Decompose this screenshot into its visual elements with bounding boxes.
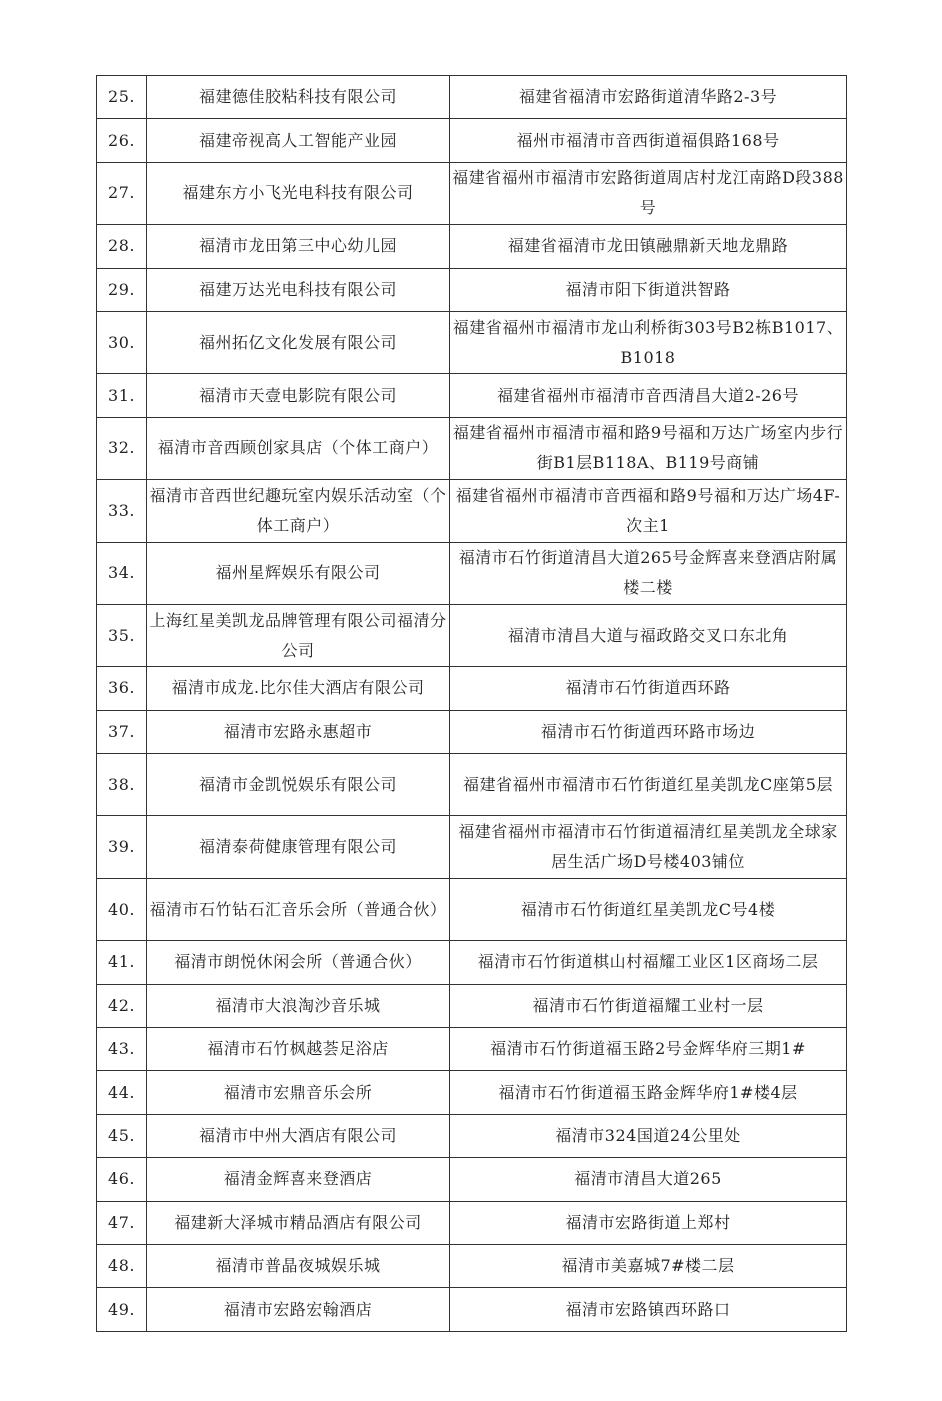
table-row bbox=[97, 76, 847, 119]
company-name: 福清市石竹钻石汇音乐会所（普通合伙） bbox=[147, 878, 450, 940]
company-address: 福建省福州市福清市宏路街道周店村龙江南路D段388号 bbox=[450, 162, 847, 224]
company-address: 福清市宏路街道上郑村 bbox=[450, 1201, 847, 1244]
table-row bbox=[97, 754, 847, 816]
venue-list-table bbox=[96, 75, 847, 1332]
company-address: 福建省福清市龙田镇融鼎新天地龙鼎路 bbox=[450, 225, 847, 268]
table-body bbox=[97, 76, 847, 1332]
table-row bbox=[97, 311, 847, 373]
company-name: 福清市天壹电影院有限公司 bbox=[147, 374, 450, 417]
company-name: 福建东方小飞光电科技有限公司 bbox=[147, 162, 450, 224]
row-number: 30. bbox=[97, 311, 147, 373]
table-row bbox=[97, 162, 847, 224]
company-name: 福建德佳胶粘科技有限公司 bbox=[147, 76, 450, 119]
table-row bbox=[97, 1288, 847, 1331]
row-number: 25. bbox=[97, 76, 147, 119]
table-row bbox=[97, 374, 847, 417]
company-address: 福建省福州市福清市石竹街道福清红星美凯龙全球家居生活广场D号楼403铺位 bbox=[450, 816, 847, 878]
table-row bbox=[97, 542, 847, 604]
company-name: 福清市宏路宏翰酒店 bbox=[147, 1288, 450, 1331]
company-name: 福清市成龙.比尔佳大酒店有限公司 bbox=[147, 667, 450, 710]
row-number: 34. bbox=[97, 542, 147, 604]
table-row bbox=[97, 1114, 847, 1157]
row-number: 38. bbox=[97, 754, 147, 816]
company-address: 福清市阳下街道洪智路 bbox=[450, 268, 847, 311]
company-address: 福清市清昌大道与福政路交叉口东北角 bbox=[450, 604, 847, 666]
company-address: 福建省福州市福清市音西福和路9号福和万达广场4F-次主1 bbox=[450, 480, 847, 542]
row-number: 27. bbox=[97, 162, 147, 224]
company-name: 福清市音西顾创家具店（个体工商户） bbox=[147, 417, 450, 479]
company-name: 福清市大浪淘沙音乐城 bbox=[147, 984, 450, 1027]
company-address: 福建省福清市宏路街道清华路2-3号 bbox=[450, 76, 847, 119]
table-row bbox=[97, 1244, 847, 1287]
company-address: 福清市石竹街道西环路市场边 bbox=[450, 710, 847, 753]
table-row bbox=[97, 941, 847, 984]
table-row bbox=[97, 710, 847, 753]
row-number: 47. bbox=[97, 1201, 147, 1244]
company-address: 福清市石竹街道红星美凯龙C号4楼 bbox=[450, 878, 847, 940]
company-address: 福建省福州市福清市音西清昌大道2-26号 bbox=[450, 374, 847, 417]
table-row bbox=[97, 604, 847, 666]
row-number: 29. bbox=[97, 268, 147, 311]
row-number: 37. bbox=[97, 710, 147, 753]
company-address: 福清市清昌大道265 bbox=[450, 1158, 847, 1201]
row-number: 42. bbox=[97, 984, 147, 1027]
table-row bbox=[97, 1071, 847, 1114]
company-name: 福清市普晶夜城娱乐城 bbox=[147, 1244, 450, 1287]
company-name: 福清市金凯悦娱乐有限公司 bbox=[147, 754, 450, 816]
table-row bbox=[97, 225, 847, 268]
row-number: 26. bbox=[97, 119, 147, 162]
company-name: 福清金辉喜来登酒店 bbox=[147, 1158, 450, 1201]
company-address: 福清市石竹街道清昌大道265号金辉喜来登酒店附属楼二楼 bbox=[450, 542, 847, 604]
row-number: 46. bbox=[97, 1158, 147, 1201]
company-name: 福建帝视高人工智能产业园 bbox=[147, 119, 450, 162]
company-address: 福清市石竹街道福耀工业村一层 bbox=[450, 984, 847, 1027]
company-address: 福州市福清市音西街道福俱路168号 bbox=[450, 119, 847, 162]
document-table-wrapper bbox=[96, 75, 846, 1332]
company-address: 福清市宏路镇西环路口 bbox=[450, 1288, 847, 1331]
row-number: 49. bbox=[97, 1288, 147, 1331]
company-address: 福清市石竹街道福玉路金辉华府1#楼4层 bbox=[450, 1071, 847, 1114]
company-name: 福州星辉娱乐有限公司 bbox=[147, 542, 450, 604]
company-address: 福清市石竹街道西环路 bbox=[450, 667, 847, 710]
row-number: 28. bbox=[97, 225, 147, 268]
company-name: 福清市宏鼎音乐会所 bbox=[147, 1071, 450, 1114]
row-number: 33. bbox=[97, 480, 147, 542]
company-name: 福清市中州大酒店有限公司 bbox=[147, 1114, 450, 1157]
table-row bbox=[97, 119, 847, 162]
company-address: 福清市石竹街道福玉路2号金辉华府三期1# bbox=[450, 1028, 847, 1071]
company-name: 福清泰荷健康管理有限公司 bbox=[147, 816, 450, 878]
table-row bbox=[97, 1158, 847, 1201]
table-row bbox=[97, 878, 847, 940]
table-row bbox=[97, 417, 847, 479]
company-address: 福清市石竹街道棋山村福耀工业区1区商场二层 bbox=[450, 941, 847, 984]
table-row bbox=[97, 1201, 847, 1244]
table-row bbox=[97, 1028, 847, 1071]
company-name: 福州拓亿文化发展有限公司 bbox=[147, 311, 450, 373]
company-name: 上海红星美凯龙品牌管理有限公司福清分公司 bbox=[147, 604, 450, 666]
row-number: 35. bbox=[97, 604, 147, 666]
company-address: 福清市324国道24公里处 bbox=[450, 1114, 847, 1157]
company-name: 福清市宏路永惠超市 bbox=[147, 710, 450, 753]
row-number: 48. bbox=[97, 1244, 147, 1287]
row-number: 41. bbox=[97, 941, 147, 984]
table-row bbox=[97, 984, 847, 1027]
company-address: 福建省福州市福清市龙山利桥街303号B2栋B1017、B1018 bbox=[450, 311, 847, 373]
company-address: 福建省福州市福清市福和路9号福和万达广场室内步行街B1层B118A、B119号商铺 bbox=[450, 417, 847, 479]
row-number: 40. bbox=[97, 878, 147, 940]
row-number: 45. bbox=[97, 1114, 147, 1157]
company-address: 福建省福州市福清市石竹街道红星美凯龙C座第5层 bbox=[450, 754, 847, 816]
table-row bbox=[97, 480, 847, 542]
company-name: 福建万达光电科技有限公司 bbox=[147, 268, 450, 311]
row-number: 44. bbox=[97, 1071, 147, 1114]
row-number: 39. bbox=[97, 816, 147, 878]
table-row bbox=[97, 268, 847, 311]
company-name: 福清市音西世纪趣玩室内娱乐活动室（个体工商户） bbox=[147, 480, 450, 542]
row-number: 31. bbox=[97, 374, 147, 417]
row-number: 43. bbox=[97, 1028, 147, 1071]
table-row bbox=[97, 816, 847, 878]
company-name: 福清市朗悦休闲会所（普通合伙） bbox=[147, 941, 450, 984]
row-number: 32. bbox=[97, 417, 147, 479]
row-number: 36. bbox=[97, 667, 147, 710]
company-name: 福清市龙田第三中心幼儿园 bbox=[147, 225, 450, 268]
company-address: 福清市美嘉城7#楼二层 bbox=[450, 1244, 847, 1287]
table-row bbox=[97, 667, 847, 710]
company-name: 福建新大泽城市精品酒店有限公司 bbox=[147, 1201, 450, 1244]
company-name: 福清市石竹枫越荟足浴店 bbox=[147, 1028, 450, 1071]
